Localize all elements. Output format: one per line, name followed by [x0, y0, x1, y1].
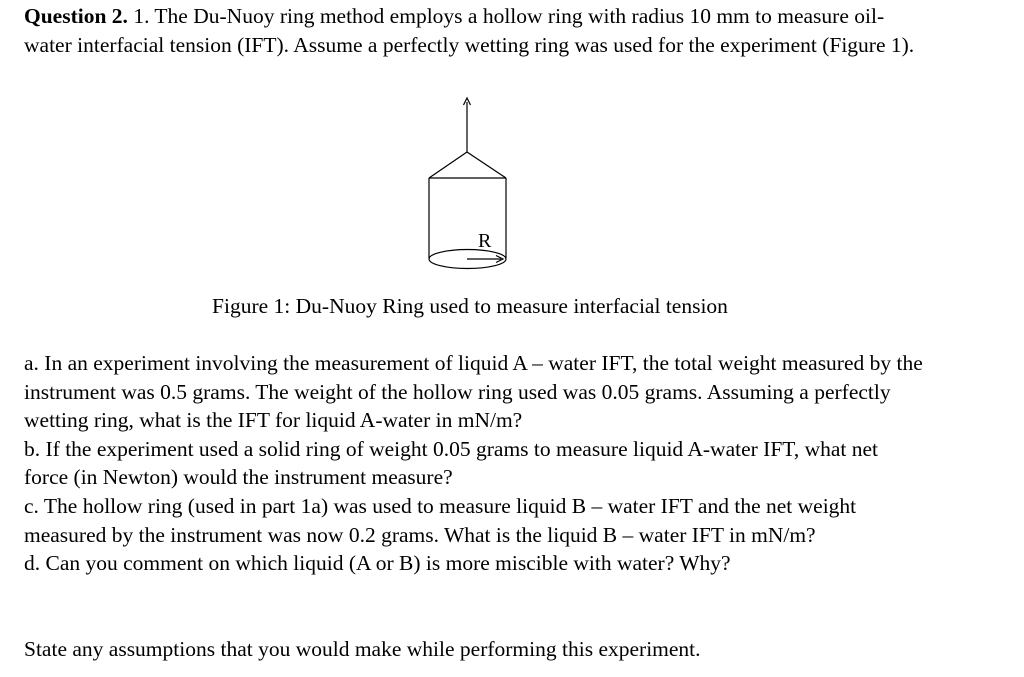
- question-intro-text: 1. The Du-Nuoy ring method employs a hollow ring with radius 10 mm to measure oil-water interfacial tension (IFT). Assume a perfectly wetting ring was used for the experiment (Figure 1).: [24, 4, 915, 57]
- question-intro: [24, 2, 924, 59]
- radius-label: R: [478, 230, 492, 252]
- part-a: a. In an experiment involving the measurement of liquid A – water IFT, the total weight measured by the instrument was 0.5 grams. The weight of the hollow ring used was 0.05 grams. Assuming a perfectly wetting ring, what is the IFT for liquid A-water in mN/m?: [24, 351, 923, 433]
- question-label: Question 2.: [24, 4, 128, 28]
- left-suspension-wire: [429, 152, 467, 178]
- du-nuoy-ring-diagram: [420, 90, 520, 280]
- part-b: b. If the experiment used a solid ring of weight 0.05 grams to measure liquid A-water IFT, what net force (in Newton) would the instrument measure?: [24, 436, 879, 490]
- assumptions-prompt: State any assumptions that you would make while performing this experiment.: [24, 637, 701, 661]
- question-parts: [24, 349, 924, 578]
- figure-caption: Figure 1: Du-Nuoy Ring used to measure interfacial tension: [212, 294, 728, 318]
- part-d: d. Can you comment on which liquid (A or B) is more miscible with water? Why?: [24, 551, 731, 576]
- right-suspension-wire: [467, 152, 506, 178]
- part-c: c. The hollow ring (used in part 1a) was used to measure liquid B – water IFT and the net weight measured by the instrument was now 0.2 grams. What is the liquid B – water IFT in mN/m?: [24, 493, 857, 547]
